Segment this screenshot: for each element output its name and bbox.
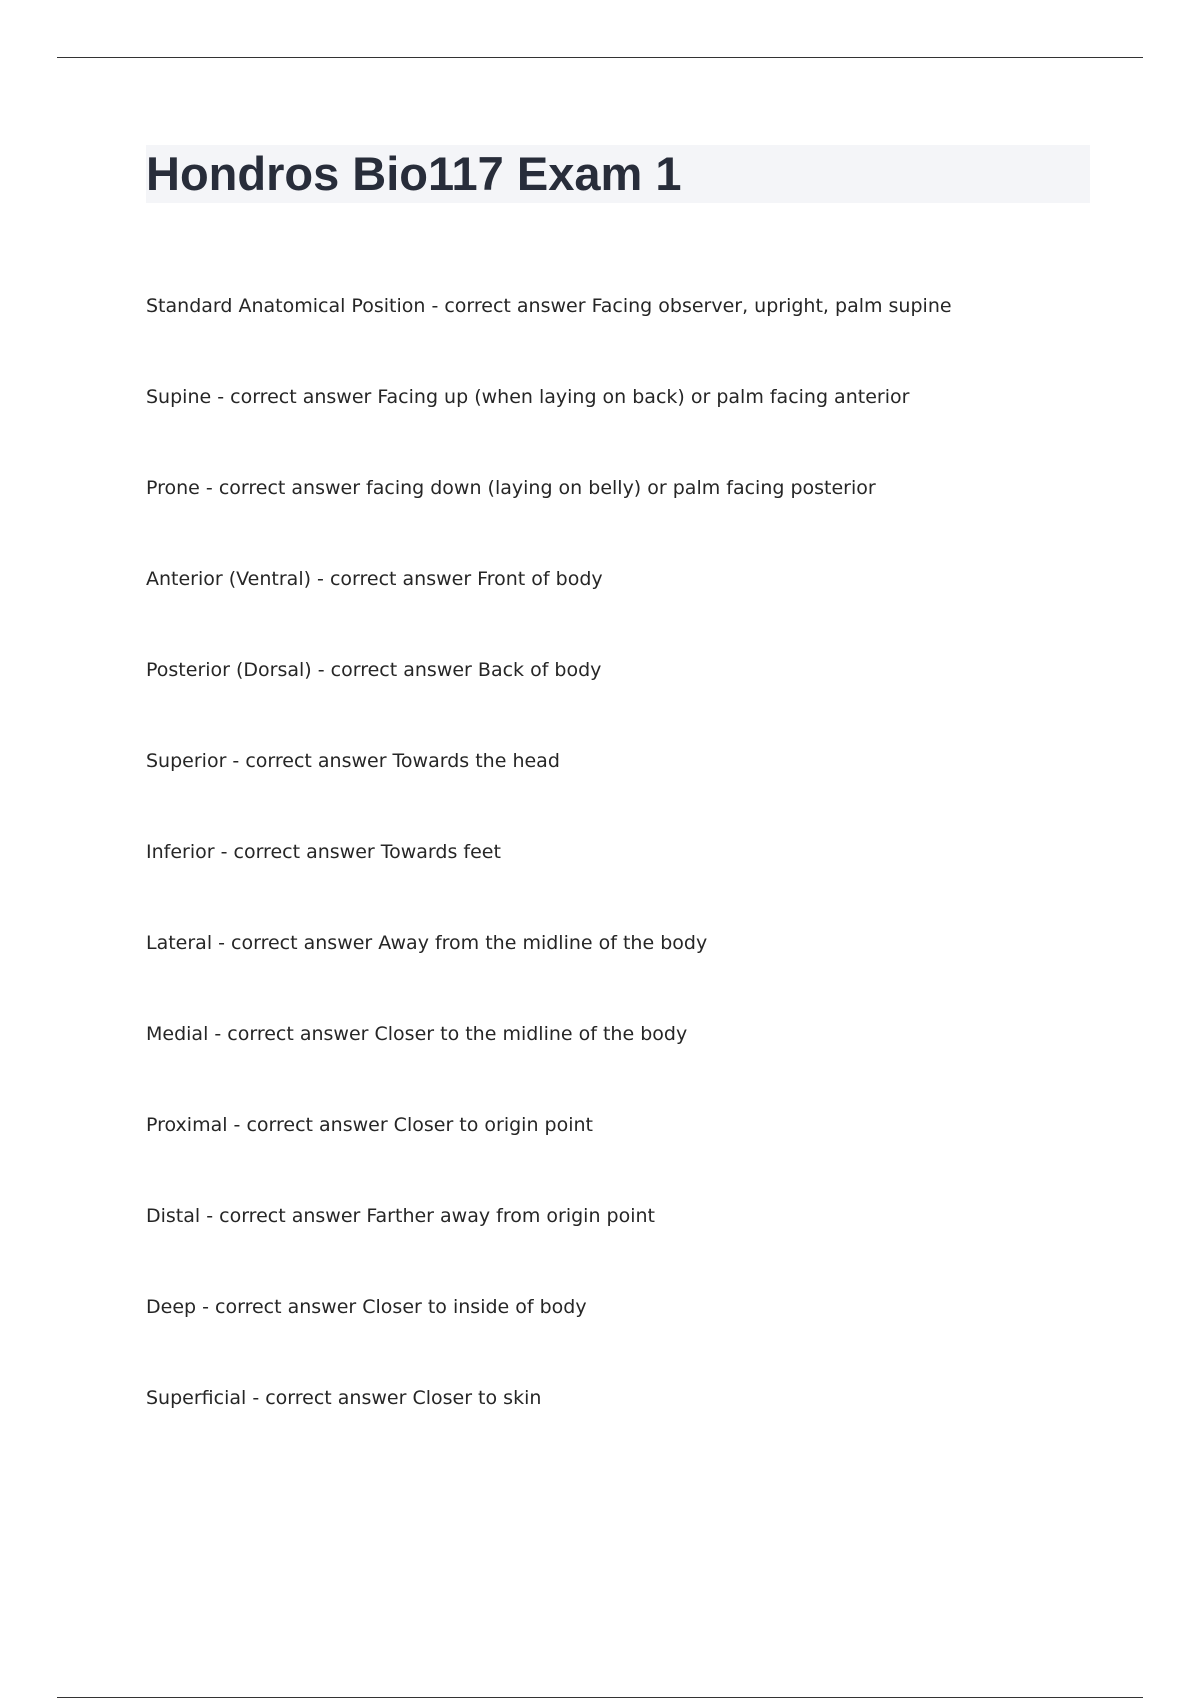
qa-answer: correct answer Away from the midline of the body bbox=[231, 932, 708, 954]
qa-term: Posterior (Dorsal) bbox=[146, 659, 312, 681]
qa-term: Distal bbox=[146, 1205, 201, 1227]
qa-item bbox=[146, 473, 1106, 564]
qa-separator: - bbox=[211, 386, 231, 408]
qa-term: Anterior (Ventral) bbox=[146, 568, 312, 590]
qa-separator: - bbox=[425, 295, 445, 317]
qa-item bbox=[146, 1201, 1106, 1292]
qa-separator: - bbox=[311, 659, 331, 681]
top-divider bbox=[57, 57, 1143, 58]
qa-separator: - bbox=[199, 477, 219, 499]
qa-answer: correct answer Facing observer, upright, palm supine bbox=[444, 295, 952, 317]
qa-item bbox=[146, 746, 1106, 837]
qa-list bbox=[146, 291, 1106, 1474]
qa-item bbox=[146, 837, 1106, 928]
qa-answer: correct answer Closer to origin point bbox=[246, 1114, 593, 1136]
qa-separator: - bbox=[227, 1114, 247, 1136]
qa-separator: - bbox=[214, 841, 234, 863]
qa-term: Proximal bbox=[146, 1114, 228, 1136]
qa-term: Inferior bbox=[146, 841, 215, 863]
qa-answer: correct answer Closer to inside of body bbox=[215, 1296, 587, 1318]
qa-separator: - bbox=[196, 1296, 216, 1318]
qa-item bbox=[146, 564, 1106, 655]
qa-term: Prone bbox=[146, 477, 200, 499]
qa-answer: correct answer Farther away from origin point bbox=[219, 1205, 655, 1227]
page-title: Hondros Bio117 Exam 1 bbox=[146, 147, 682, 200]
qa-term: Supine bbox=[146, 386, 212, 408]
qa-answer: correct answer Closer to skin bbox=[265, 1387, 542, 1409]
qa-answer: correct answer Front of body bbox=[329, 568, 603, 590]
qa-term: Superficial bbox=[146, 1387, 247, 1409]
qa-item bbox=[146, 382, 1106, 473]
qa-term: Deep bbox=[146, 1296, 197, 1318]
qa-item bbox=[146, 1292, 1106, 1383]
qa-item bbox=[146, 291, 1106, 382]
qa-answer: correct answer facing down (laying on belly) or palm facing posterior bbox=[218, 477, 876, 499]
qa-separator: - bbox=[200, 1205, 220, 1227]
qa-item bbox=[146, 928, 1106, 1019]
qa-answer: correct answer Closer to the midline of the body bbox=[227, 1023, 688, 1045]
qa-item bbox=[146, 1383, 1106, 1474]
qa-term: Medial bbox=[146, 1023, 209, 1045]
qa-term: Standard Anatomical Position bbox=[146, 295, 426, 317]
qa-term: Lateral bbox=[146, 932, 213, 954]
qa-separator: - bbox=[212, 932, 232, 954]
qa-item bbox=[146, 655, 1106, 746]
qa-separator: - bbox=[311, 568, 330, 590]
qa-term: Superior bbox=[146, 750, 227, 772]
qa-answer: correct answer Back of body bbox=[330, 659, 602, 681]
bottom-divider bbox=[57, 1697, 1143, 1698]
qa-answer: correct answer Towards the head bbox=[245, 750, 560, 772]
qa-item bbox=[146, 1110, 1106, 1201]
qa-answer: correct answer Facing up (when laying on back) or palm facing anterior bbox=[230, 386, 910, 408]
qa-answer: correct answer Towards feet bbox=[233, 841, 501, 863]
qa-separator: - bbox=[208, 1023, 228, 1045]
qa-item bbox=[146, 1019, 1106, 1110]
qa-separator: - bbox=[246, 1387, 266, 1409]
qa-separator: - bbox=[226, 750, 246, 772]
